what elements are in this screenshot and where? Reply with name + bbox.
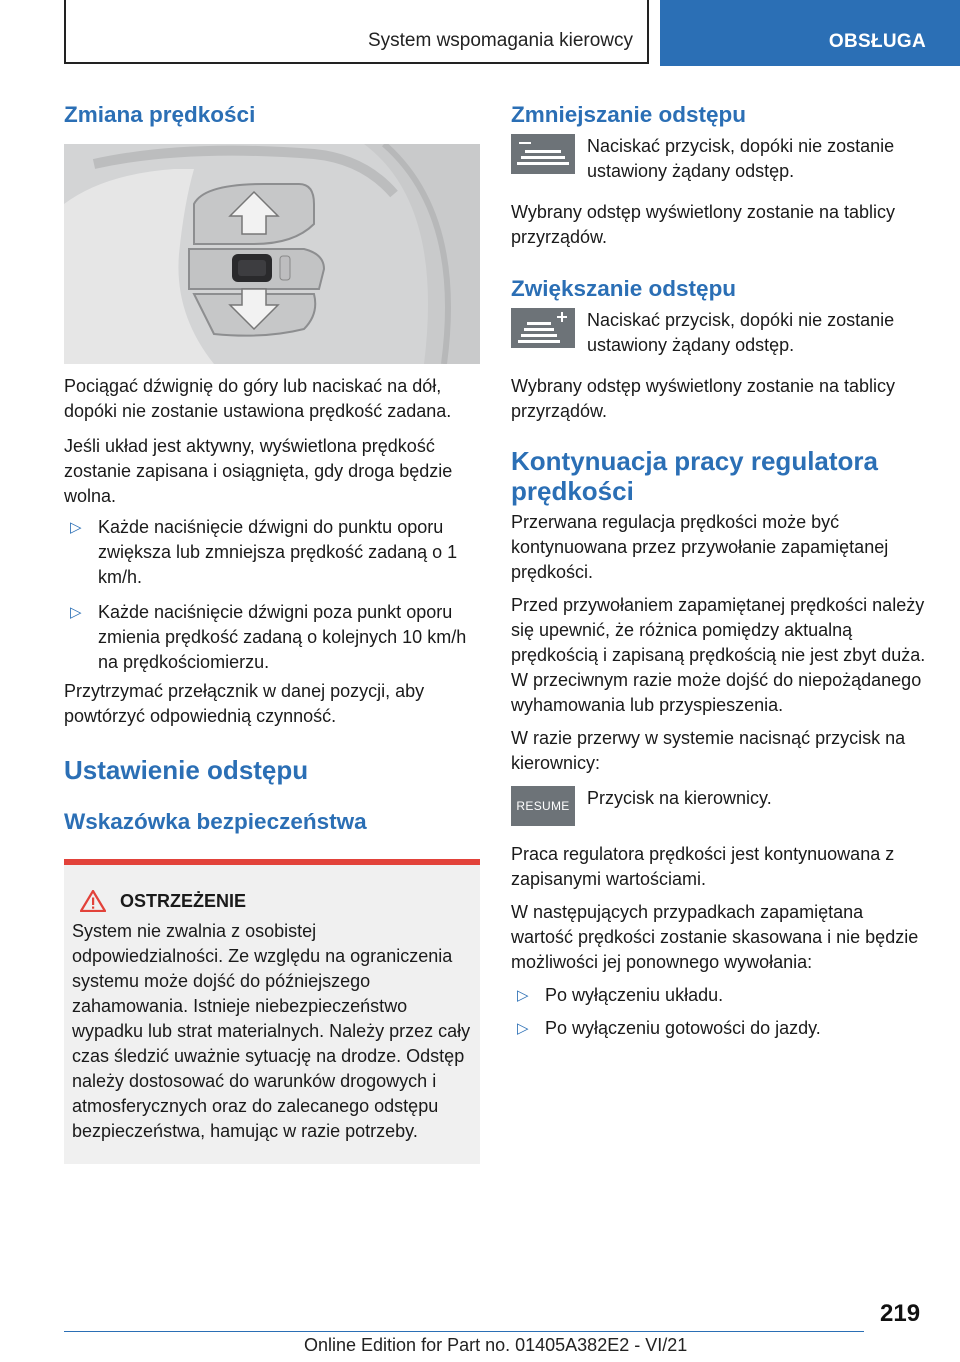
warning-text: System nie zwalnia z osobistej odpowiedzialności. Ze względu na ograniczenia systemu może dojść do późniejszego zahamowania. Istnieje niebezpieczeństwo wypadku lub strat materialnych. Należy przez cały czas śledzić uważnie sytuację na drodze. Odstęp należy dostosować do warunków drogowych i atmosferycznych oraz do zalecanego odstępu bezpieczeństwa, hamując w razie potrzeby. — [72, 921, 471, 1141]
decrease-distance-row — [511, 134, 926, 184]
heading-safety-note: Wskazówka bezpieczeństwa — [64, 809, 367, 834]
list-item: ▷ Każde naciśnięcie dźwigni do punktu oporu zwiększa lub zmniejsza prędkość zadaną o 1 km/h. — [70, 517, 458, 587]
warning-title: OSTRZEŻENIE — [120, 890, 247, 911]
decrease-distance-button-icon — [511, 134, 575, 174]
header-section-title: System wspomagania kierowcy — [367, 30, 633, 51]
warning-triangle-icon — [80, 890, 106, 912]
paragraph-continue-4: Praca regulatora prędkości jest kontynuowana z zapisanymi wartościami. — [511, 844, 895, 889]
warning-header — [72, 887, 472, 915]
list-item: ▷ Po wyłączeniu układu. — [511, 983, 926, 1008]
heading-increase-distance: Zwiększanie odstępu — [511, 276, 737, 301]
paragraph-hold-switch: Przytrzymać przełącznik w danej pozycji, aby powtórzyć odpowiednią czynność. — [64, 681, 425, 726]
steering-wheel-illustration — [64, 144, 480, 364]
footer-edition: Online Edition for Part no. 01405A382E2 - VI/21 — [304, 1335, 688, 1355]
paragraph-lever-instruction: Pociągać dźwignię do góry lub naciskać na dół, dopóki nie zostanie ustawiona prędkość zadana. — [64, 376, 452, 421]
triangle-bullet-icon: ▷ — [517, 987, 529, 1004]
increase-distance-button-icon — [511, 308, 575, 348]
page-number: 219 — [880, 1300, 921, 1327]
right-column — [511, 100, 926, 1041]
heading-set-distance: Ustawienie odstępu — [64, 755, 309, 785]
triangle-bullet-icon: ▷ — [70, 519, 82, 536]
warning-box — [64, 859, 480, 1164]
decrease-distance-text: Naciskać przycisk, dopóki nie zostanie ustawiony żądany odstęp. — [587, 136, 895, 181]
resume-button-icon — [511, 786, 575, 826]
triangle-bullet-icon: ▷ — [70, 604, 82, 621]
increase-distance-text: Naciskać przycisk, dopóki nie zostanie ustawiony żądany odstęp. — [587, 310, 895, 355]
resume-label: RESUME — [516, 799, 570, 813]
paragraph-continue-2: Przed przywołaniem zapamiętanej prędkości należy się upewnić, że różnica pomiędzy aktualną prędkością i zapisaną prędkością nie jest zbyt duża. W przeciwnym razie może dojść do niepożądanego wyhamowania lub przyspieszenia. — [511, 595, 926, 715]
increase-distance-row — [511, 308, 926, 358]
bullet-list-reset-cases — [511, 983, 926, 1041]
heading-decrease-distance: Zmniejszanie odstępu — [511, 102, 747, 127]
paragraph-system-active: Jeśli układ jest aktywny, wyświetlona prędkość zostanie zapisana i osiągnięta, gdy droga będzie wolna. — [64, 436, 453, 506]
list-item: ▷ Każde naciśnięcie dźwigni poza punkt oporu zmienia prędkość zadaną o kolejnych 10 km/h na prędkościomierzu. — [70, 602, 467, 672]
paragraph-continue-3: W razie przerwy w systemie nacisnąć przycisk na kierownicy: — [511, 728, 906, 773]
steering-wheel-lever-photo — [64, 144, 480, 364]
resume-row — [511, 786, 926, 826]
paragraph-continue-1: Przerwana regulacja prędkości może być kontynuowana przez przywołanie zapamiętanej prędkości. — [511, 512, 889, 582]
paragraph-increase-display: Wybrany odstęp wyświetlony zostanie na tablicy przyrządów. — [511, 376, 896, 421]
paragraph-decrease-display: Wybrany odstęp wyświetlony zostanie na tablicy przyrządów. — [511, 202, 896, 247]
resume-text: Przycisk na kierownicy. — [587, 788, 772, 808]
triangle-bullet-icon: ▷ — [517, 1020, 529, 1037]
left-column — [64, 100, 480, 1164]
header-section-box — [64, 0, 649, 64]
footer-divider — [64, 1331, 864, 1332]
list-item: ▷ Po wyłączeniu gotowości do jazdy. — [511, 1016, 926, 1041]
paragraph-continue-5: W następujących przypadkach zapamiętana wartość prędkości zostanie skasowana i nie będzie możliwości jej ponownego wywołania: — [511, 902, 919, 972]
heading-change-speed: Zmiana prędkości — [64, 102, 256, 127]
heading-continue-cruise: Kontynuacja pracy regulatora prędkości — [511, 446, 878, 506]
header-chapter-tab[interactable]: OBSŁUGA — [660, 0, 960, 66]
bullet-list-speed-steps — [64, 515, 480, 675]
